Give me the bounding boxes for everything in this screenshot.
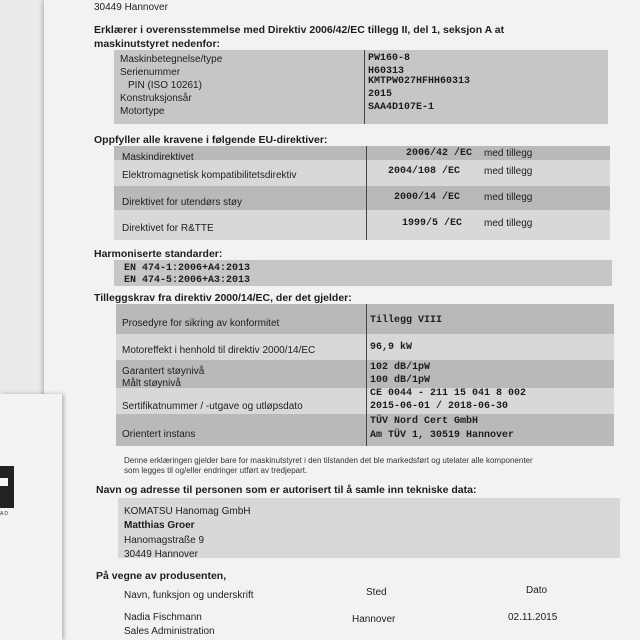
- extra-value: Tillegg VIII: [370, 315, 443, 326]
- extra-value: TÜV Nord Cert GmbH: [370, 416, 479, 427]
- sign-place: Hannover: [352, 614, 396, 625]
- sign-date-label: Dato: [526, 585, 548, 596]
- extra-value-secondary: Am TÜV 1, 30519 Hannover: [370, 430, 515, 441]
- directive-code: 1999/5 /EC: [402, 218, 463, 229]
- extra-value-secondary: 2015-06-01 / 2018-06-30: [370, 401, 509, 412]
- extra-value: CE 0044 - 211 15 041 8 002: [370, 388, 527, 399]
- standard-item: EN 474-5:2006+A3:2013: [124, 275, 251, 286]
- standard-item: EN 474-1:2006+A4:2013: [124, 263, 251, 274]
- note-line-1: Denne erklæringen gjelder bare for maskinutstyret i den tilstanden det ble markedsført og utelater alle komponenter: [124, 456, 533, 465]
- directive-label: Maskindirektivet: [122, 152, 194, 163]
- directive-label: Direktivet for utendørs støy: [122, 197, 243, 208]
- authorized-city: 30449 Hannover: [124, 549, 198, 560]
- sign-name: Nadia Fischmann: [124, 612, 202, 623]
- top-address-city: 30449 Hannover: [94, 2, 168, 13]
- machine-value: PW160-8: [368, 53, 411, 64]
- directive-suffix: med tillegg: [484, 148, 533, 159]
- authorized-heading: Navn og adresse til personen som er autorisert til å samle inn tekniske data:: [96, 484, 477, 496]
- directive-suffix: med tillegg: [484, 192, 533, 203]
- machine-label: Konstruksjonsår: [120, 93, 192, 104]
- authorized-company: KOMATSU Hanomag GmbH: [124, 506, 251, 517]
- machine-label: Maskinbetegnelse/type: [120, 54, 223, 65]
- machine-label: Serienummer: [120, 67, 181, 78]
- extra-heading: Tilleggskrav fra direktiv 2000/14/EC, der det gjelder:: [94, 292, 352, 304]
- sign-role: Sales Administration: [124, 626, 215, 637]
- declaration-heading-line-2: maskinutstyret nedenfor:: [94, 38, 221, 50]
- card-text: AD: [0, 511, 9, 517]
- directive-label: Direktivet for R&TTE: [122, 223, 214, 234]
- extra-label: Sertifikatnummer / -utgave og utløpsdato: [122, 401, 303, 412]
- directive-suffix: med tillegg: [484, 166, 533, 177]
- authorized-name: Matthias Groer: [124, 520, 195, 531]
- extra-label: Målt støynivå: [122, 378, 181, 389]
- directive-code: 2004/108 /EC: [388, 166, 461, 177]
- extra-value: 96,9 kW: [370, 342, 413, 353]
- directives-table-divider: [366, 146, 367, 240]
- extra-label: Orientert instans: [122, 429, 196, 440]
- declaration-heading-line-1: Erklærer i overensstemmelse med Direktiv 2006/42/EC tillegg II, del 1, seksjon A at: [94, 24, 505, 36]
- machine-label: PIN (ISO 10261): [128, 80, 202, 91]
- sign-date: 02.11.2015: [508, 612, 558, 623]
- extra-table-divider: [366, 304, 367, 446]
- extra-label: Prosedyre for sikring av konformitet: [122, 318, 280, 329]
- machine-value: H60313: [368, 66, 405, 77]
- machine-value: 2015: [368, 89, 393, 100]
- extra-label: Garantert støynivå: [122, 366, 205, 377]
- standards-heading: Harmoniserte standarder:: [94, 248, 223, 260]
- directive-suffix: med tillegg: [484, 218, 533, 229]
- extra-label: Motoreffekt i henhold til direktiv 2000/14/EC: [122, 345, 316, 356]
- directives-heading: Oppfyller alle kravene i følgende EU-direktiver:: [94, 134, 328, 146]
- machine-label: Motortype: [120, 106, 165, 117]
- sign-name-label: Navn, funksjon og underskrift: [124, 590, 254, 601]
- card-logo: [0, 466, 14, 508]
- machine-value: SAA4D107E-1: [368, 102, 435, 113]
- directive-label: Elektromagnetisk kompatibilitetsdirektiv: [122, 170, 297, 181]
- authorized-street: Hanomagstraße 9: [124, 535, 205, 546]
- machine-table-divider: [364, 50, 365, 124]
- foreground-card: [0, 394, 62, 640]
- sign-place-label: Sted: [366, 587, 387, 598]
- machine-value: KMTPW027HFHH60313: [368, 76, 471, 87]
- note-line-2: som legges til og/eller endringer utført av tredjepart.: [124, 466, 308, 475]
- extra-value: 102 dB/1pW: [370, 362, 431, 373]
- directive-code: 2006/42 /EC: [406, 148, 473, 159]
- directive-code: 2000/14 /EC: [394, 192, 461, 203]
- extra-value: 100 dB/1pW: [370, 375, 431, 386]
- behalf-heading: På vegne av produsenten,: [96, 570, 227, 582]
- declaration-page: [44, 0, 640, 640]
